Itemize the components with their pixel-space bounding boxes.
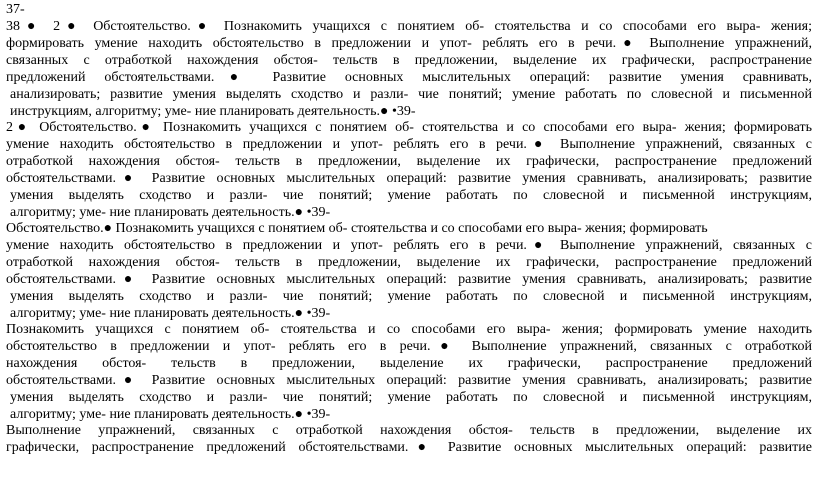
text-line: алгоритму; уме- ние планировать деятельность.● •39-: [10, 305, 331, 321]
paragraph-5: [6, 423, 812, 457]
text-line: алгоритму; уме- ние планировать деятельность.● •39-: [10, 204, 331, 220]
text-line: формировать умение находить обстоятельство в предложении и упот- реблять его в речи.● Выполнение упражнений,: [6, 35, 812, 51]
page-number-text: 37-: [6, 2, 25, 17]
text-line: умение находить обстоятельство в предложении и упот- реблять его в речи.● Выполнение упражнений, связанных с: [6, 237, 812, 253]
text-line: графически, распространение предложений обстоятельствами.● Развитие основных мыслительных операций: развитие: [6, 439, 812, 455]
text-line: 38● 2● Обстоятельство.● Познакомить учащихся с понятием об- стоятельства и со способами его выра- жения;: [6, 19, 812, 34]
text-line: обстоятельствами.● Развитие основных мыслительных операций: развитие умения сравнивать, анализировать; развитие: [6, 372, 812, 388]
text-line: умения выделять сходство и разли- чие понятий; умение работать по словесной и письменной инструкциям,: [10, 187, 812, 203]
paragraph-1: [6, 19, 812, 120]
text-line: анализировать; развитие умения выделять сходство и разли- чие понятий; умение работать по словесной и письменной: [10, 86, 812, 102]
page-number: [6, 2, 812, 19]
paragraph-4: [6, 322, 812, 423]
text-line: предложений обстоятельствами.● Развитие основных мыслительных операций: развитие умения сравнивать,: [6, 69, 812, 85]
paragraph-3: [6, 221, 812, 322]
text-line: Выполнение упражнений, связанных с отработкой нахождения обстоя- тельств в предложении, выделение их: [6, 423, 812, 438]
text-line: нахождения обстоя- тельств в предложении, выделение их графически, распространение предложений: [6, 355, 812, 371]
text-line: алгоритму; уме- ние планировать деятельность.● •39-: [10, 406, 331, 422]
text-line: отработкой нахождения обстоя- тельств в предложении, выделение их графически, распространение предложений: [6, 153, 812, 169]
text-line: умения выделять сходство и разли- чие понятий; умение работать по словесной и письменной инструкциям,: [10, 389, 812, 405]
text-line: умение находить обстоятельство в предложении и упот- реблять его в речи.● Выполнение упражнений, связанных с: [6, 136, 812, 152]
text-line: обстоятельство в предложении и упот- реблять его в речи.● Выполнение упражнений, связанных с отработкой: [6, 338, 812, 354]
text-line: 2● Обстоятельство.● Познакомить учащихся с понятием об- стоятельства и со способами его выра- жения; формировать: [6, 120, 812, 135]
paragraph-2: [6, 120, 812, 221]
text-line: обстоятельствами.● Развитие основных мыслительных операций: развитие умения сравнивать, анализировать; развитие: [6, 271, 812, 287]
text-line: инструкциям, алгоритму; уме- ние планировать деятельность.● •39-: [10, 103, 416, 119]
text-line: связанных с отработкой нахождения обстоя- тельств в предложении, выделение их графически, распространение: [6, 52, 812, 68]
text-line: умения выделять сходство и разли- чие понятий; умение работать по словесной и письменной инструкциям,: [10, 288, 812, 304]
text-line: Обстоятельство.● Познакомить учащихся с понятием об- стоятельства и со способами его выра- жения; формировать: [6, 221, 708, 236]
text-line: обстоятельствами.● Развитие основных мыслительных операций: развитие умения сравнивать, анализировать; развитие: [6, 170, 812, 186]
text-line: Познакомить учащихся с понятием об- стоятельства и со способами его выра- жения; формировать умение находить: [6, 322, 812, 337]
text-line: отработкой нахождения обстоя- тельств в предложении, выделение их графически, распространение предложений: [6, 254, 812, 270]
